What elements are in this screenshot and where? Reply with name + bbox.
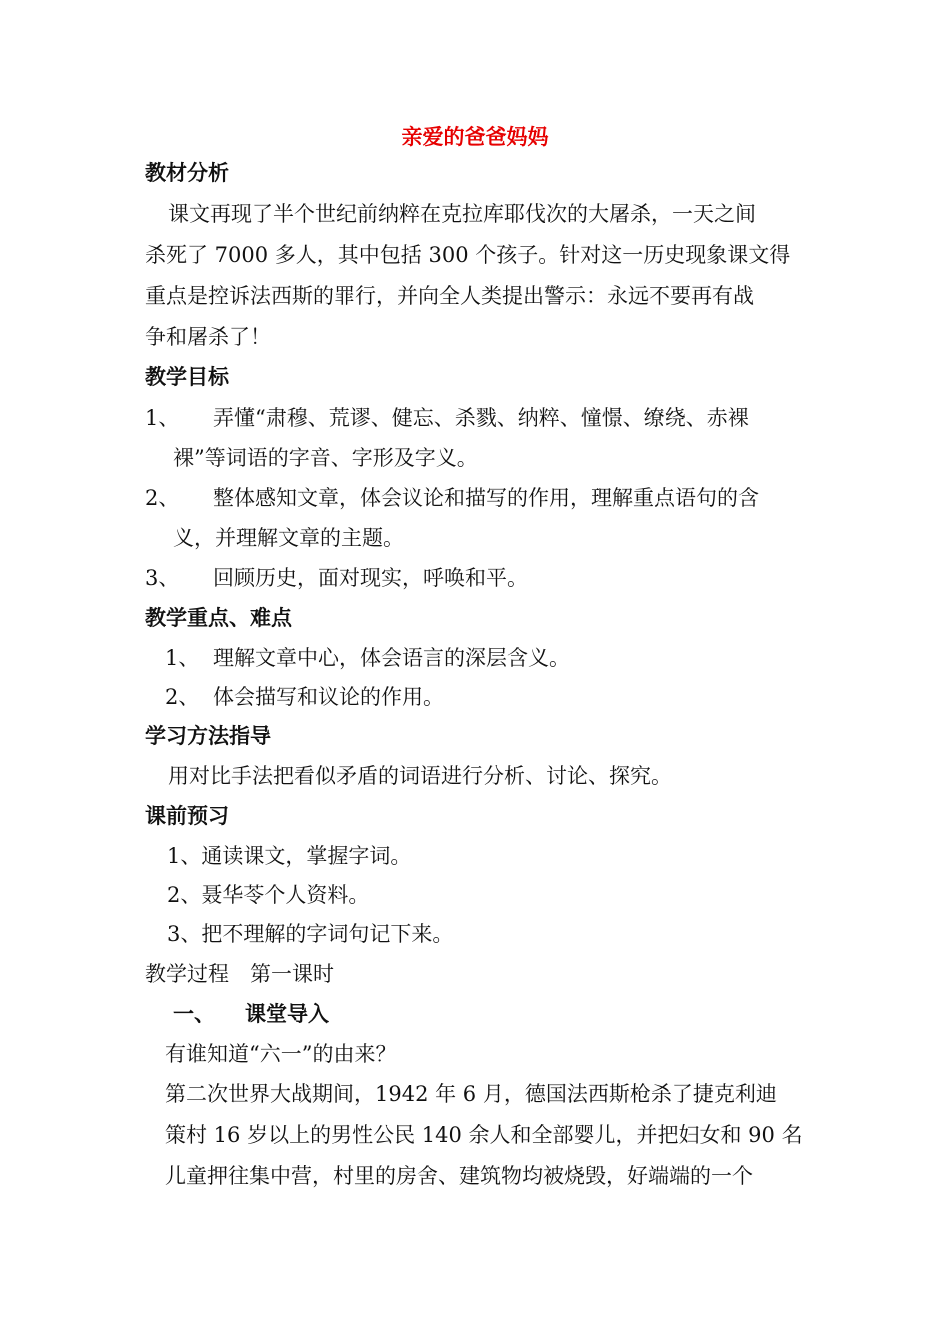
list-item-text: 裸”等词语的字音、字形及字义。 <box>173 446 478 470</box>
subheading-class-intro: 课堂导入 <box>245 1002 329 1026</box>
heading-study-method: 学习方法指导 <box>145 724 271 748</box>
paragraph-line: 儿童押往集中营，村里的房舍、建筑物均被烧毁，好端端的一个 <box>165 1164 753 1188</box>
list-item-text: 弄懂“肃穆、荒谬、健忘、杀戮、纳粹、憧憬、缭绕、赤裸 <box>213 406 749 430</box>
list-item-text: 3、把不理解的字词句记下来。 <box>167 922 454 946</box>
list-item-text: 理解文章中心，体会语言的深层含义。 <box>213 646 570 670</box>
list-item-text: 回顾历史，面对现实，呼唤和平。 <box>213 566 528 590</box>
heading-preview: 课前预习 <box>145 804 229 828</box>
list-item-text: 体会描写和议论的作用。 <box>213 685 444 709</box>
heading-key-points: 教学重点、难点 <box>145 606 292 630</box>
heading-textbook-analysis: 教材分析 <box>145 161 229 185</box>
list-number: 2、 <box>145 486 180 510</box>
process-label: 教学过程 第一课时 <box>145 962 334 986</box>
list-item-text: 1、通读课文，掌握字词。 <box>167 844 412 868</box>
list-number: 1、 <box>145 406 180 430</box>
paragraph-line: 策村 16 岁以上的男性公民 140 余人和全部婴儿，并把妇女和 90 名 <box>165 1123 803 1147</box>
list-number: 2、 <box>165 685 200 709</box>
list-item-text: 2、聂华苓个人资料。 <box>167 883 370 907</box>
paragraph-line: 课文再现了半个世纪前纳粹在克拉库耶伐次的大屠杀，一天之间 <box>168 202 756 226</box>
paragraph-line: 第二次世界大战期间，1942 年 6 月，德国法西斯枪杀了捷克利迪 <box>165 1082 777 1106</box>
paragraph-line: 杀死了 7000 多人，其中包括 300 个孩子。针对这一历史现象课文得 <box>145 243 791 267</box>
subheading-number: 一、 <box>173 1002 215 1026</box>
paragraph-line: 争和屠杀了！ <box>145 325 271 349</box>
list-item-text: 义，并理解文章的主题。 <box>173 526 404 550</box>
list-number: 3、 <box>145 566 180 590</box>
page-title: 亲爱的爸爸妈妈 <box>401 125 549 149</box>
paragraph-line: 有谁知道“六一”的由来？ <box>165 1042 397 1066</box>
paragraph-line: 重点是控诉法西斯的罪行，并向全人类提出警示：永远不要再有战 <box>145 284 754 308</box>
list-number: 1、 <box>165 646 200 670</box>
heading-teaching-goals: 教学目标 <box>145 365 229 389</box>
list-item-text: 整体感知文章，体会议论和描写的作用，理解重点语句的含 <box>213 486 759 510</box>
paragraph-line: 用对比手法把看似矛盾的词语进行分析、讨论、探究。 <box>168 764 672 788</box>
